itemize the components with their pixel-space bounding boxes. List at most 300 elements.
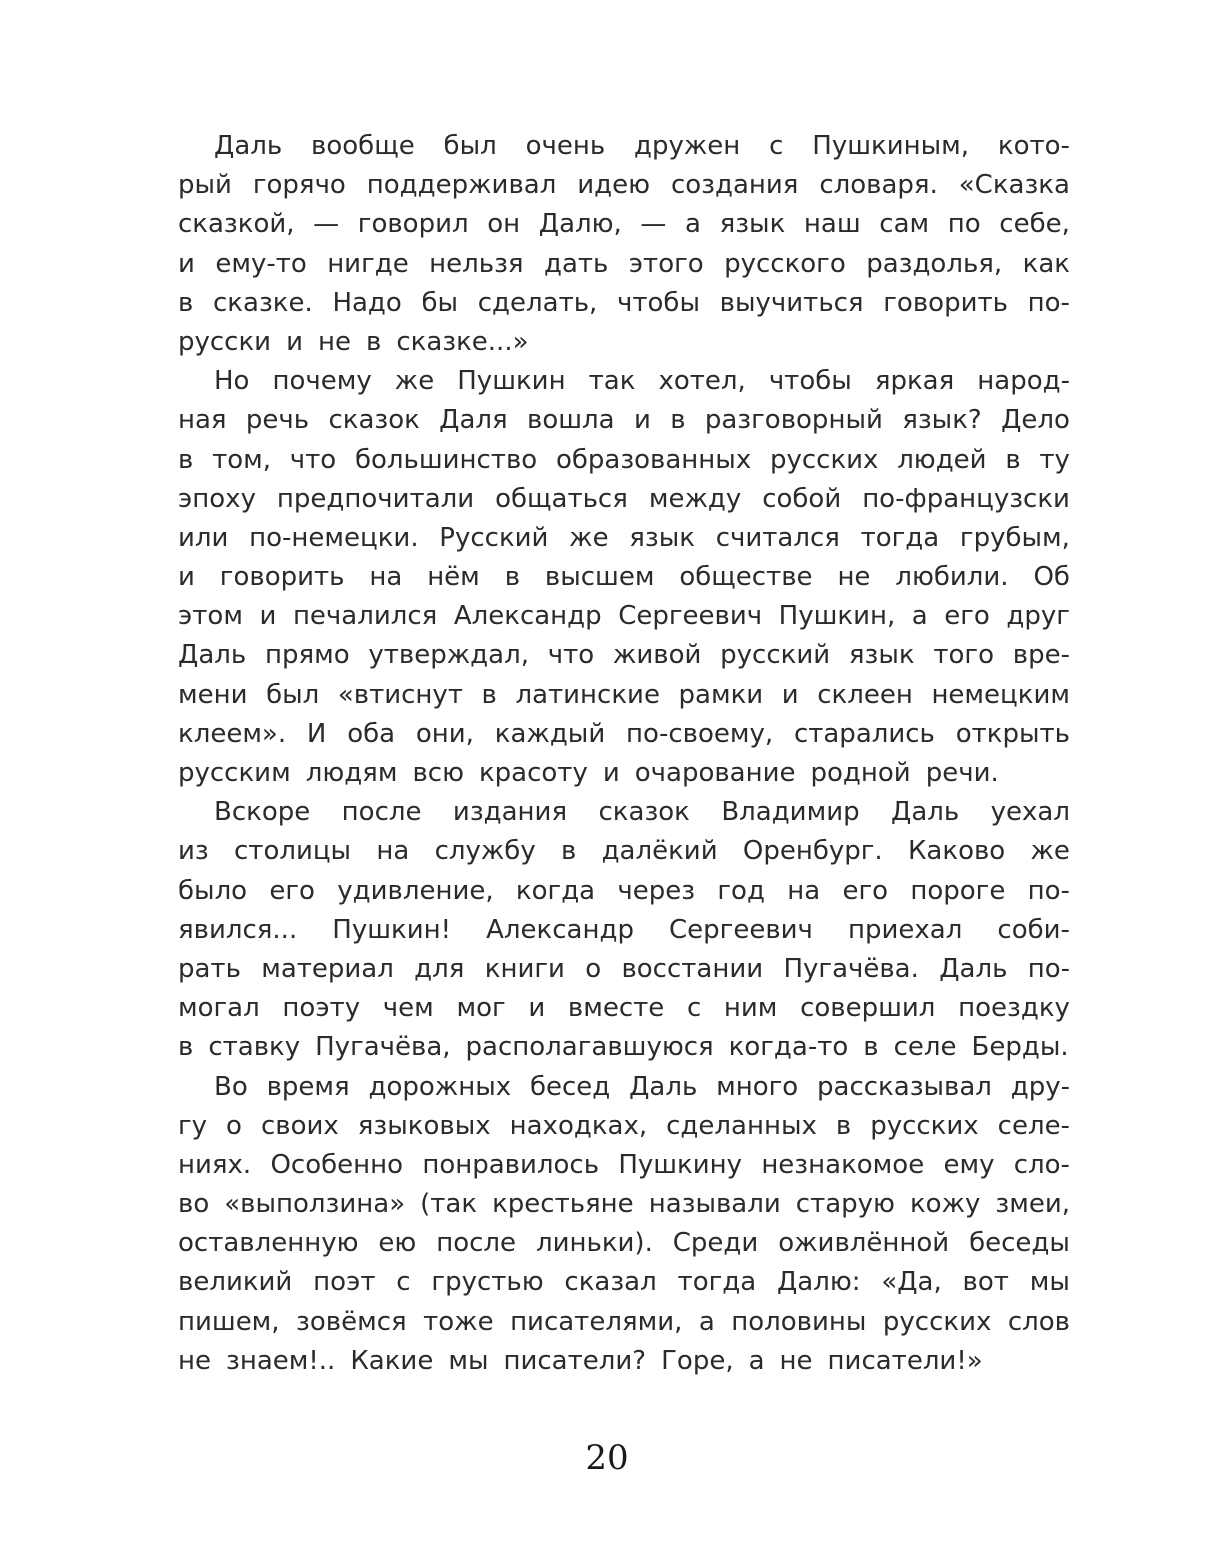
word: старались bbox=[793, 718, 935, 749]
text-line bbox=[178, 989, 1070, 1028]
word: мы bbox=[1029, 1267, 1070, 1298]
word: приехал bbox=[848, 914, 963, 945]
word: сло- bbox=[1013, 1149, 1070, 1180]
word: Какие bbox=[350, 1345, 434, 1376]
word: в bbox=[178, 444, 194, 475]
text-line bbox=[178, 1342, 1070, 1381]
word: наш bbox=[803, 209, 861, 240]
word: людей bbox=[897, 444, 987, 475]
text-line bbox=[178, 715, 1070, 754]
word: считался bbox=[715, 522, 840, 553]
text-line bbox=[178, 754, 1070, 793]
page-number: 20 bbox=[585, 1438, 629, 1478]
word: по- bbox=[1027, 953, 1070, 984]
word: Далю: bbox=[776, 1267, 861, 1298]
word: собой bbox=[762, 483, 842, 514]
word: Пугачёва. bbox=[783, 953, 919, 984]
word: мы bbox=[448, 1345, 489, 1376]
word: общаться bbox=[495, 483, 628, 514]
word: большинство bbox=[354, 444, 538, 475]
word: линьки). bbox=[535, 1228, 653, 1259]
word: с bbox=[396, 1267, 411, 1298]
text-line bbox=[178, 519, 1070, 558]
word: когда-то bbox=[728, 1032, 849, 1063]
word: Об bbox=[1033, 562, 1070, 593]
word: дружен bbox=[634, 131, 741, 161]
word: мог bbox=[456, 993, 506, 1024]
word: грубым, bbox=[959, 522, 1070, 553]
word: «Да, bbox=[881, 1267, 942, 1298]
word: змеи, bbox=[995, 1189, 1070, 1220]
word: незнакомое bbox=[761, 1149, 925, 1180]
word: с bbox=[769, 131, 784, 161]
word: чтобы bbox=[617, 287, 700, 318]
word: вошла bbox=[527, 405, 615, 436]
word: русским bbox=[178, 758, 291, 788]
word: по- bbox=[1027, 287, 1070, 318]
word: каждый bbox=[494, 718, 606, 749]
body-text bbox=[178, 127, 1070, 1381]
word: народ- bbox=[977, 366, 1070, 397]
word: не bbox=[318, 326, 351, 357]
word: беседы bbox=[969, 1228, 1070, 1259]
word: русского bbox=[724, 248, 846, 279]
word: живой bbox=[612, 640, 702, 671]
word: же bbox=[569, 522, 609, 553]
word: было bbox=[178, 875, 248, 906]
text-line bbox=[178, 441, 1070, 480]
word: рать bbox=[178, 953, 241, 984]
word: с bbox=[686, 993, 702, 1024]
word: крестьяне bbox=[492, 1189, 634, 1220]
word: тоже bbox=[423, 1306, 494, 1337]
word: Александр bbox=[486, 914, 634, 945]
word: в bbox=[178, 287, 194, 318]
word: открыть bbox=[955, 718, 1070, 749]
word: Среди bbox=[672, 1228, 759, 1259]
word: Даль bbox=[939, 953, 1008, 984]
word: язык bbox=[719, 209, 786, 240]
word: тогда bbox=[677, 1267, 757, 1298]
word: писатели!» bbox=[827, 1345, 983, 1376]
word: а bbox=[685, 209, 701, 240]
word: ею bbox=[378, 1228, 417, 1259]
word: на bbox=[787, 875, 821, 906]
word: дру- bbox=[1010, 1071, 1070, 1102]
word: грустью bbox=[431, 1267, 544, 1298]
word: бы bbox=[421, 287, 459, 318]
word: в bbox=[1005, 444, 1021, 475]
word: сказке. bbox=[213, 287, 313, 318]
word: говорил bbox=[357, 209, 469, 240]
word: нигде bbox=[327, 248, 409, 279]
word: Пугачёва, bbox=[315, 1032, 451, 1063]
word: Пушкин bbox=[457, 366, 566, 397]
word: и bbox=[602, 758, 620, 788]
word: и bbox=[178, 562, 195, 593]
word: Пушкин! bbox=[332, 914, 452, 945]
word: родной bbox=[810, 758, 911, 788]
word: того bbox=[933, 640, 994, 671]
word: дорожных bbox=[368, 1071, 512, 1102]
text-line bbox=[178, 1263, 1070, 1302]
word: мени bbox=[178, 679, 248, 710]
word: своих bbox=[260, 1110, 339, 1141]
word: речи. bbox=[925, 758, 999, 788]
word: эпоху bbox=[178, 483, 256, 514]
text-line bbox=[178, 636, 1070, 675]
word: по-французски bbox=[862, 483, 1070, 514]
word: писателями, bbox=[510, 1306, 683, 1337]
text-line bbox=[178, 1185, 1070, 1224]
word: и bbox=[259, 601, 277, 632]
word: ему-то bbox=[215, 248, 307, 279]
word: оба bbox=[347, 718, 396, 749]
word: знаем!.. bbox=[226, 1345, 336, 1376]
word: много bbox=[716, 1071, 799, 1102]
word: ниях. bbox=[178, 1149, 252, 1180]
word: Вскоре bbox=[214, 797, 311, 828]
word: что bbox=[547, 640, 595, 671]
word: русски bbox=[178, 326, 272, 357]
word: всю bbox=[412, 758, 464, 788]
word: хотел, bbox=[658, 366, 746, 397]
word: поддерживал bbox=[366, 170, 557, 201]
word: Далю, bbox=[538, 209, 622, 240]
word: когда bbox=[515, 875, 596, 906]
word: располагавшуюся bbox=[465, 1032, 714, 1063]
word: тогда bbox=[860, 522, 940, 553]
word: сказок bbox=[598, 797, 690, 828]
word: и bbox=[633, 405, 651, 436]
word: Дело bbox=[1001, 405, 1070, 436]
word: дать bbox=[543, 248, 609, 279]
word: был bbox=[266, 679, 320, 710]
word: материал bbox=[261, 953, 394, 984]
word: его bbox=[842, 875, 889, 906]
word: Даля bbox=[439, 405, 508, 436]
word: в bbox=[560, 836, 577, 867]
word: поэт bbox=[313, 1267, 376, 1298]
word: а bbox=[748, 1345, 765, 1376]
word: Пушкин, bbox=[778, 601, 896, 632]
word: был bbox=[443, 131, 497, 161]
text-line bbox=[178, 245, 1070, 284]
text-line bbox=[178, 1146, 1070, 1185]
word: — bbox=[640, 209, 667, 240]
word: после bbox=[436, 1228, 517, 1259]
word: Каково bbox=[907, 836, 1006, 867]
word: Пушкину bbox=[618, 1149, 743, 1180]
word: создания bbox=[670, 170, 799, 201]
word: на bbox=[376, 836, 410, 867]
word: в bbox=[863, 1032, 879, 1063]
word: половины bbox=[731, 1306, 867, 1337]
word: и bbox=[178, 248, 195, 279]
word: языковых bbox=[357, 1110, 491, 1141]
word: вообще bbox=[311, 131, 415, 161]
word: Даль bbox=[178, 640, 247, 671]
text-line bbox=[178, 323, 1070, 362]
word: горячо bbox=[252, 170, 346, 201]
word: в bbox=[481, 679, 497, 710]
word: по bbox=[947, 209, 981, 240]
word: как bbox=[1022, 248, 1070, 279]
word: сказкой, bbox=[178, 209, 295, 240]
word: Даль bbox=[629, 1071, 698, 1102]
word: «выползина» bbox=[224, 1189, 406, 1220]
word: далёкий bbox=[601, 836, 718, 867]
word: Но bbox=[214, 366, 250, 397]
word: кото- bbox=[997, 131, 1070, 161]
text-line bbox=[178, 1068, 1070, 1107]
word: он bbox=[487, 209, 521, 240]
word: уехал bbox=[990, 797, 1070, 828]
word: почему bbox=[272, 366, 372, 397]
word: русских bbox=[769, 444, 879, 475]
word: вместе bbox=[567, 993, 665, 1024]
text-line bbox=[178, 284, 1070, 323]
word: раздолья, bbox=[866, 248, 1003, 279]
word: ним bbox=[723, 993, 778, 1024]
text-line bbox=[178, 362, 1070, 401]
word: через bbox=[617, 875, 696, 906]
word: же bbox=[394, 366, 435, 397]
word: бесед bbox=[529, 1071, 611, 1102]
word: клеем». bbox=[178, 718, 287, 749]
word: русских bbox=[882, 1306, 992, 1337]
word: Александр bbox=[453, 601, 602, 632]
word: яркая bbox=[874, 366, 955, 397]
text-line bbox=[178, 832, 1070, 871]
word: издания bbox=[452, 797, 568, 828]
word: после bbox=[341, 797, 422, 828]
word: язык bbox=[629, 522, 695, 553]
word: том, bbox=[212, 444, 272, 475]
word: «Сказка bbox=[958, 170, 1070, 201]
word: Надо bbox=[332, 287, 402, 318]
word: слов bbox=[1007, 1306, 1070, 1337]
word: год bbox=[717, 875, 765, 906]
text-line bbox=[178, 480, 1070, 519]
word: писатели? bbox=[503, 1345, 647, 1376]
word: чем bbox=[382, 993, 434, 1024]
text-line bbox=[178, 597, 1070, 636]
word: в bbox=[366, 326, 382, 357]
word: Даль bbox=[891, 797, 960, 828]
word: пишем, bbox=[178, 1306, 280, 1337]
word: селе- bbox=[997, 1110, 1070, 1141]
word: для bbox=[414, 953, 465, 984]
text-line bbox=[178, 401, 1070, 440]
word: язык bbox=[848, 640, 915, 671]
word: что bbox=[289, 444, 337, 475]
word: о bbox=[226, 1110, 242, 1141]
word: между bbox=[648, 483, 742, 514]
word: книги bbox=[484, 953, 565, 984]
word: говорить bbox=[883, 287, 1008, 318]
word: зовёмся bbox=[296, 1306, 407, 1337]
word: сам bbox=[879, 209, 930, 240]
word: селе bbox=[893, 1032, 957, 1063]
word: кожу bbox=[909, 1189, 981, 1220]
word: по-немецки. bbox=[249, 522, 419, 553]
word: речь bbox=[245, 405, 310, 436]
word: в bbox=[504, 562, 521, 593]
word: словаря. bbox=[819, 170, 938, 201]
word: рый bbox=[178, 170, 232, 201]
word: в bbox=[670, 405, 686, 436]
word: Горе, bbox=[661, 1345, 734, 1376]
word: этом bbox=[178, 601, 243, 632]
word: сделать, bbox=[477, 287, 598, 318]
word: вре- bbox=[1012, 640, 1070, 671]
word: — bbox=[313, 209, 340, 240]
word: в bbox=[178, 1032, 194, 1063]
word: друг bbox=[1006, 601, 1070, 632]
word: прямо bbox=[264, 640, 350, 671]
word: высшем bbox=[544, 562, 655, 593]
word: выучиться bbox=[719, 287, 864, 318]
word: обществе bbox=[679, 562, 813, 593]
word: по- bbox=[1027, 875, 1070, 906]
word: так bbox=[588, 366, 636, 397]
word: русских bbox=[870, 1110, 979, 1141]
text-line bbox=[178, 793, 1070, 832]
word: они, bbox=[415, 718, 474, 749]
word: же bbox=[1030, 836, 1070, 867]
word: нельзя bbox=[429, 248, 524, 279]
word: соби- bbox=[997, 914, 1070, 945]
word: по-своему, bbox=[626, 718, 774, 749]
text-line bbox=[178, 558, 1070, 597]
word: предпочитали bbox=[276, 483, 475, 514]
word: оставленную bbox=[178, 1228, 359, 1259]
word: пороге bbox=[910, 875, 1006, 906]
word: и bbox=[528, 993, 546, 1024]
word: могал bbox=[178, 993, 260, 1024]
text-line bbox=[178, 166, 1070, 205]
word: понравилось bbox=[422, 1149, 600, 1180]
word: и bbox=[781, 679, 799, 710]
word: службу bbox=[434, 836, 536, 867]
word: во bbox=[178, 1189, 210, 1220]
word: (так bbox=[420, 1189, 478, 1220]
word: рамки bbox=[678, 679, 764, 710]
word: Даль bbox=[214, 131, 283, 161]
word: находках, bbox=[509, 1110, 648, 1141]
word: Владимир bbox=[721, 797, 860, 828]
word: печалился bbox=[292, 601, 438, 632]
text-line bbox=[178, 676, 1070, 715]
word: сделанных bbox=[666, 1110, 817, 1141]
word: красоту bbox=[478, 758, 588, 788]
word: склеен bbox=[817, 679, 913, 710]
word: не bbox=[837, 562, 871, 593]
word: утверждал, bbox=[368, 640, 529, 671]
word: столицы bbox=[234, 836, 352, 867]
word: Пушкиным, bbox=[812, 131, 970, 161]
word: ему bbox=[943, 1149, 995, 1180]
word: сказок bbox=[328, 405, 420, 436]
word: сказке...» bbox=[396, 326, 529, 357]
word: а bbox=[698, 1306, 715, 1337]
word: не bbox=[779, 1345, 813, 1376]
word: гу bbox=[178, 1110, 208, 1141]
word: Оренбург. bbox=[742, 836, 883, 867]
word: поездку bbox=[958, 993, 1070, 1024]
text-line bbox=[178, 1028, 1070, 1067]
word: или bbox=[178, 522, 229, 553]
word: Русский bbox=[439, 522, 549, 553]
word: «втиснут bbox=[337, 679, 463, 710]
word: Особенно bbox=[270, 1149, 404, 1180]
word: очарование bbox=[634, 758, 796, 788]
text-line bbox=[178, 127, 1070, 166]
word: его bbox=[944, 601, 990, 632]
word: И bbox=[306, 718, 327, 749]
word: а bbox=[911, 601, 928, 632]
word: не bbox=[178, 1345, 211, 1376]
word: Берды. bbox=[971, 1032, 1069, 1063]
word: Во bbox=[214, 1071, 248, 1102]
word: совершил bbox=[800, 993, 936, 1024]
text-line bbox=[178, 1107, 1070, 1146]
word: называли bbox=[648, 1189, 781, 1220]
word: поэту bbox=[282, 993, 361, 1024]
word: себе, bbox=[999, 209, 1070, 240]
word: разговорный bbox=[704, 405, 883, 436]
text-line bbox=[178, 1303, 1070, 1342]
word: ная bbox=[178, 405, 227, 436]
word: явился... bbox=[178, 914, 298, 945]
word: ту bbox=[1039, 444, 1070, 475]
word: очень bbox=[525, 131, 606, 161]
word: любили. bbox=[895, 562, 1009, 593]
word: идею bbox=[577, 170, 651, 201]
word: великий bbox=[178, 1267, 293, 1298]
word: Сергеевич bbox=[669, 914, 813, 945]
text-line bbox=[178, 205, 1070, 244]
word: его bbox=[269, 875, 315, 906]
text-line bbox=[178, 911, 1070, 950]
word: из bbox=[178, 836, 209, 867]
word: сказал bbox=[564, 1267, 657, 1298]
text-line bbox=[178, 1224, 1070, 1263]
word: русский bbox=[720, 640, 831, 671]
word: старую bbox=[795, 1189, 895, 1220]
word: рассказывал bbox=[817, 1071, 992, 1102]
word: чтобы bbox=[768, 366, 852, 397]
word: нём bbox=[427, 562, 480, 593]
word: о bbox=[585, 953, 602, 984]
text-line bbox=[178, 950, 1070, 989]
word: людям bbox=[305, 758, 398, 788]
word: восстании bbox=[621, 953, 764, 984]
word: говорить bbox=[219, 562, 345, 593]
word: ставку bbox=[208, 1032, 301, 1063]
word: в bbox=[835, 1110, 852, 1141]
word: язык? bbox=[902, 405, 982, 436]
word: удивление, bbox=[337, 875, 494, 906]
text-line bbox=[178, 872, 1070, 911]
word: оживлённой bbox=[778, 1228, 950, 1259]
word: немецким bbox=[931, 679, 1070, 710]
word: латинские bbox=[515, 679, 660, 710]
word: Сергеевич bbox=[618, 601, 763, 632]
word: на bbox=[369, 562, 403, 593]
word: образованных bbox=[555, 444, 752, 475]
